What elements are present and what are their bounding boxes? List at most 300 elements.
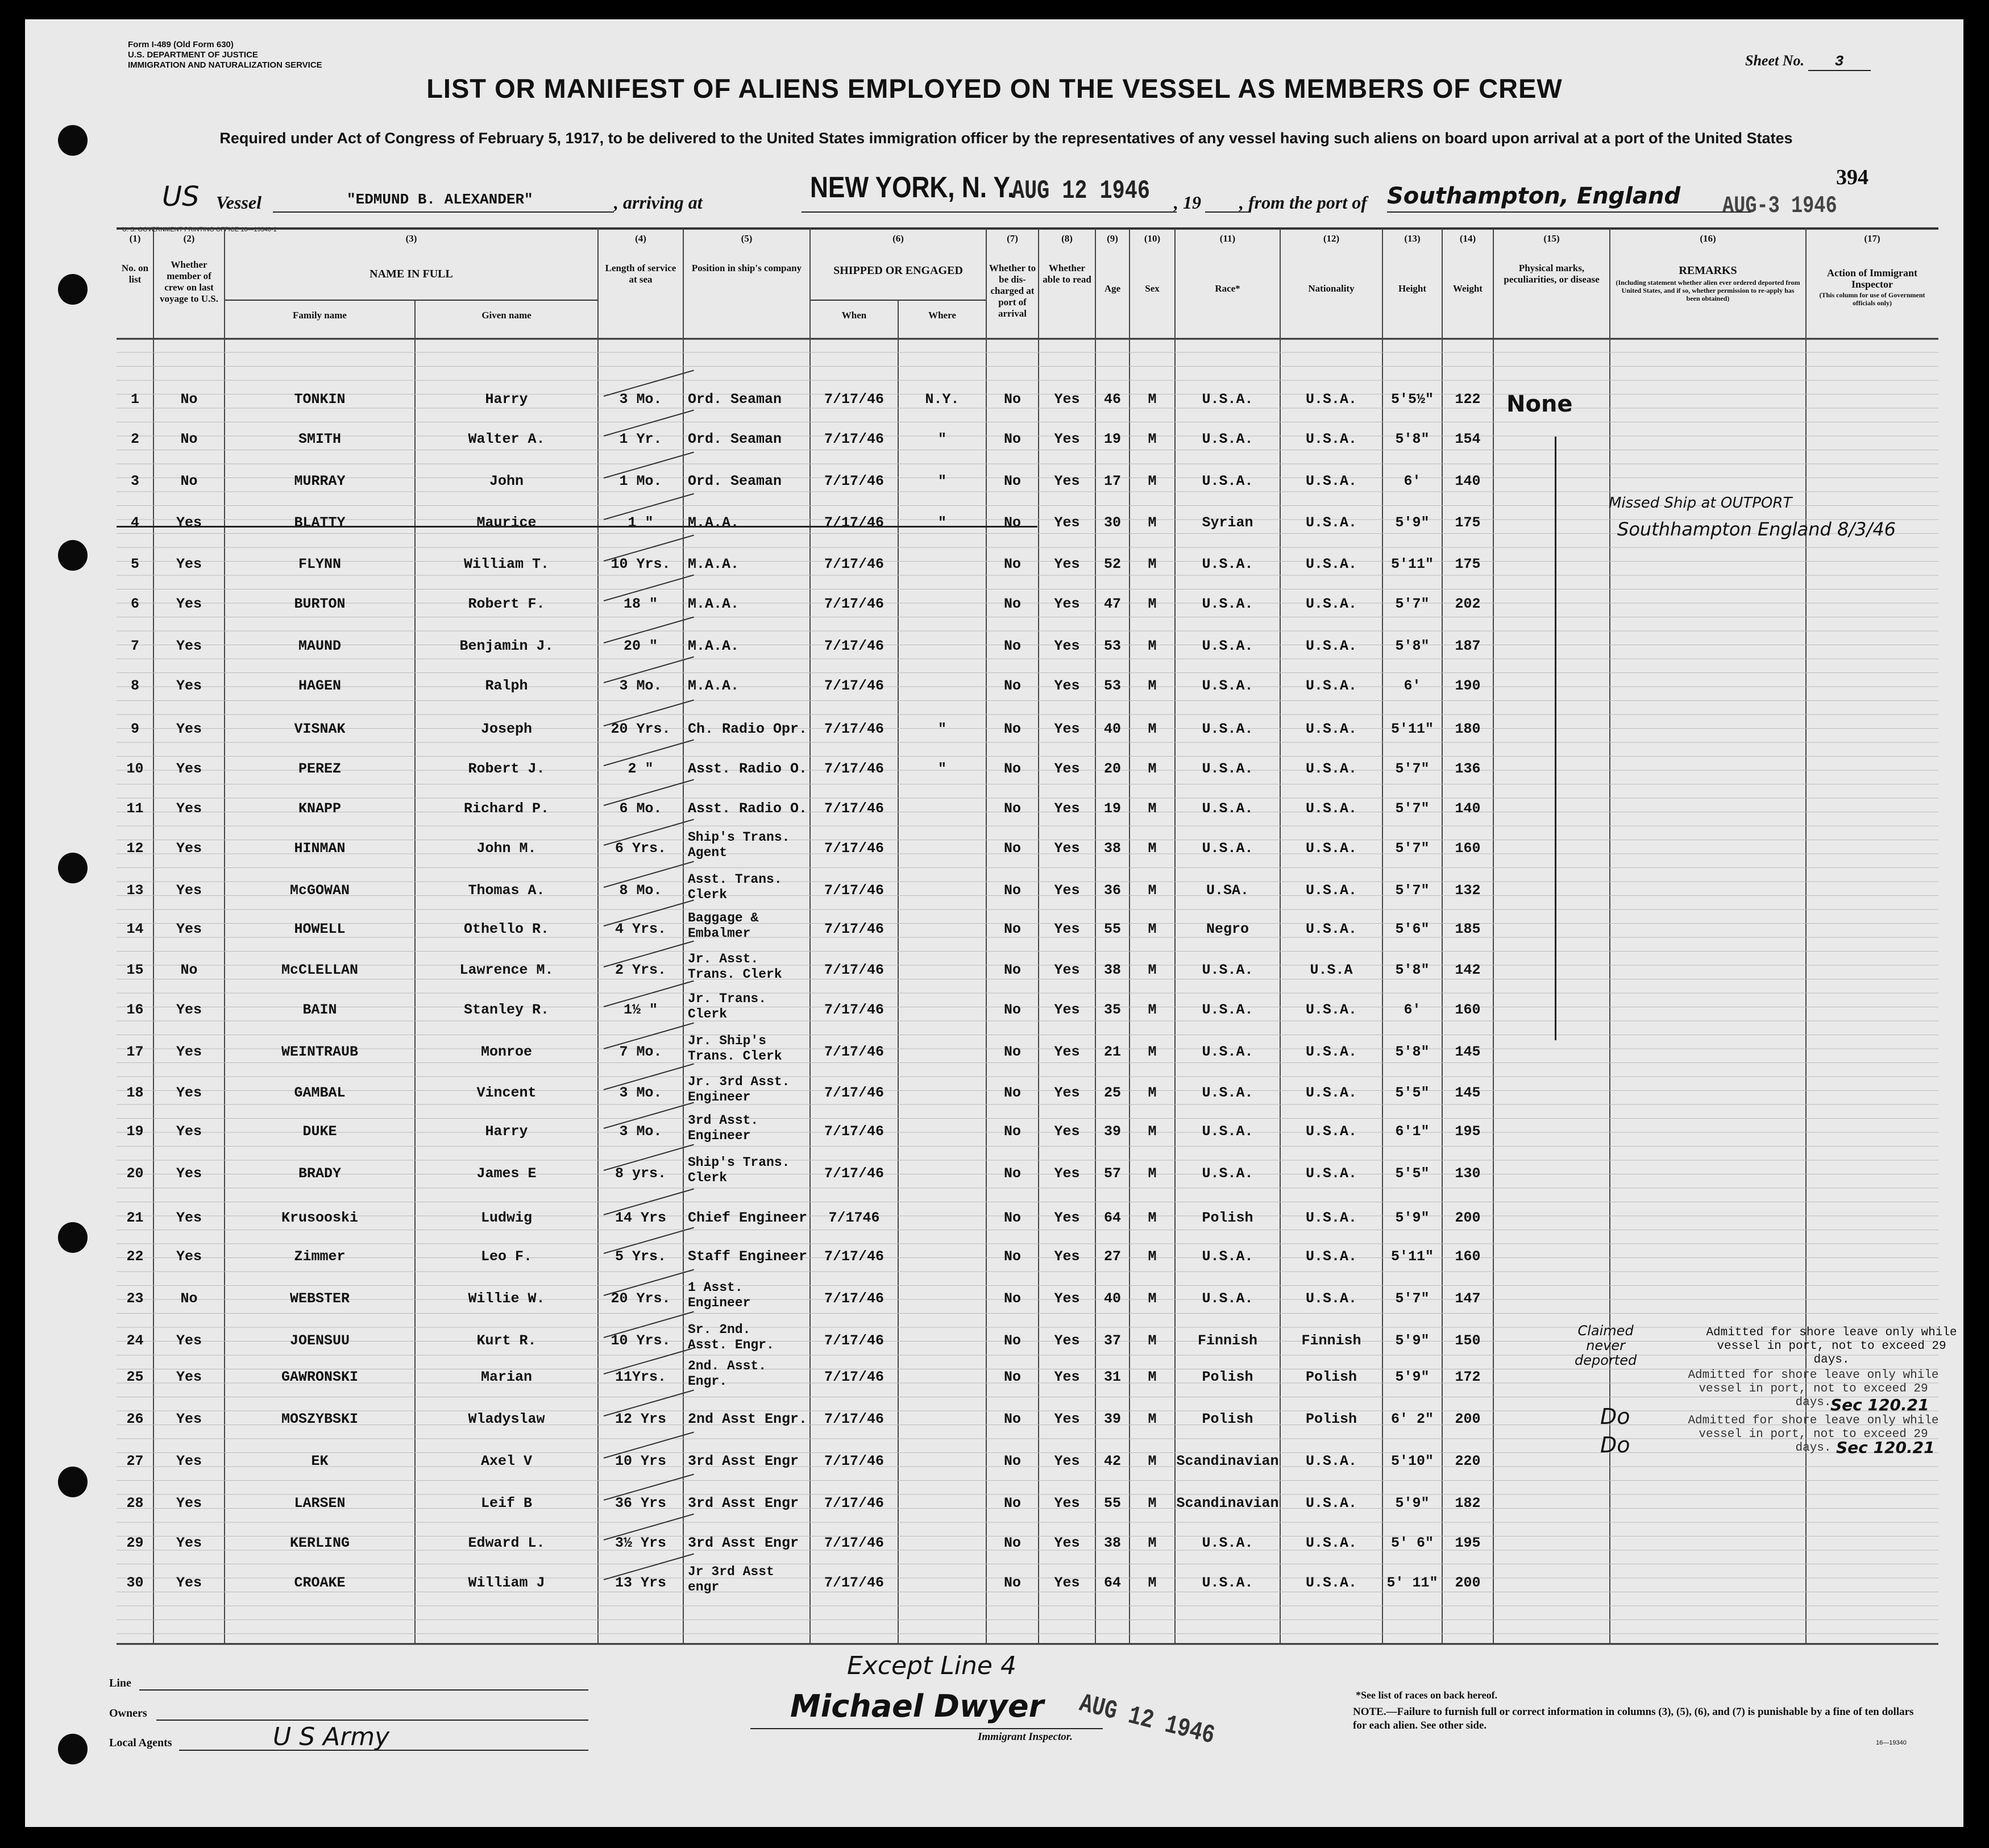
row-23-height: 5'7" xyxy=(1395,1290,1430,1307)
row-19-position: Engineer xyxy=(688,1128,751,1143)
row-3-height: 6' xyxy=(1403,473,1421,489)
row-5-weight: 175 xyxy=(1455,556,1481,572)
row-25-service: 11Yrs. xyxy=(614,1369,666,1385)
row-16-service: 1½ " xyxy=(623,1002,658,1018)
row-21-family: Krusooski xyxy=(281,1210,359,1226)
row-22-age: 27 xyxy=(1103,1248,1121,1265)
row-7-race: U.S.A. xyxy=(1202,638,1253,654)
row-23-race: U.S.A. xyxy=(1202,1290,1253,1307)
row-30-given: William J xyxy=(468,1575,545,1591)
inspector-signature: Michael Dwyer xyxy=(790,1688,1044,1724)
row-12-race: U.S.A. xyxy=(1202,840,1253,857)
header-nat: Nationality xyxy=(1308,283,1355,294)
row-12-when: 7/17/46 xyxy=(824,840,885,857)
signature-underline xyxy=(750,1728,1103,1729)
penalty-note-text: NOTE.—Failure to furnish full or correct information in columns (3), (5), (6), and (7) is punishable by a fine of ten dollars for each alien. See other side. xyxy=(1353,1706,1914,1731)
row-29-last: Yes xyxy=(176,1535,202,1551)
row-23-position: Engineer xyxy=(688,1295,751,1310)
row-18-disch: No xyxy=(1003,1085,1021,1101)
row-14-race: Negro xyxy=(1206,921,1249,937)
row-24-when: 7/17/46 xyxy=(824,1332,885,1349)
row-10-sex: M xyxy=(1148,761,1157,777)
remark-ditto-25: Do xyxy=(1600,1404,1630,1429)
row-21-when: 7/1746 xyxy=(828,1210,880,1226)
physical-none-note: None xyxy=(1506,391,1573,417)
row-1-when: 7/17/46 xyxy=(824,391,885,408)
service-name: IMMIGRATION AND NATURALIZATION SERVICE xyxy=(128,60,322,70)
row-30-service: 13 Yrs xyxy=(614,1575,666,1591)
row-14-given: Othello R. xyxy=(463,921,550,937)
row-9-position: Ch. Radio Opr. xyxy=(688,721,808,737)
row-13-race: U.SA. xyxy=(1206,882,1249,899)
row-8-age: 53 xyxy=(1103,678,1121,694)
row-8-read: Yes xyxy=(1054,678,1080,694)
row-9-height: 5'11" xyxy=(1390,721,1434,737)
row-10-where: " xyxy=(937,761,946,777)
row-25-when: 7/17/46 xyxy=(824,1369,885,1385)
row-6-last: Yes xyxy=(176,596,202,612)
header-read: Whether able to read xyxy=(1043,263,1091,285)
row-15-height: 5'8" xyxy=(1395,962,1430,978)
row-19-nat: U.S.A. xyxy=(1305,1123,1357,1140)
row-25-nat: Polish xyxy=(1305,1369,1357,1385)
row-16-sex: M xyxy=(1148,1002,1157,1018)
remark-claimed xyxy=(1575,1323,1637,1368)
row-18-service: 3 Mo. xyxy=(619,1085,662,1101)
row-3-no: 3 xyxy=(130,473,139,489)
row-7-last: Yes xyxy=(176,638,202,654)
row-20-given: James E xyxy=(476,1165,537,1182)
action-header: Action of Immigrant Inspector xyxy=(1827,267,1917,290)
row-18-last: Yes xyxy=(176,1085,202,1101)
row-12-nat: U.S.A. xyxy=(1305,840,1357,857)
row-7-read: Yes xyxy=(1054,638,1080,654)
row-5-position: M.A.A. xyxy=(688,556,740,572)
row-3-last: No xyxy=(180,473,198,489)
row-27-service: 10 Yrs xyxy=(614,1453,666,1469)
row-14-family: HOWELL xyxy=(294,921,346,937)
row-8-weight: 190 xyxy=(1455,678,1481,694)
row-28-weight: 182 xyxy=(1455,1495,1481,1511)
footer-agents-label: Local Agents xyxy=(109,1737,172,1749)
row-18-when: 7/17/46 xyxy=(824,1085,885,1101)
footer-agents-underline xyxy=(179,1750,588,1751)
row-27-read: Yes xyxy=(1054,1453,1080,1469)
row-13-sex: M xyxy=(1148,882,1157,899)
row-16-age: 35 xyxy=(1103,1002,1121,1018)
row-1-race: U.S.A. xyxy=(1202,391,1253,408)
row-12-height: 5'7" xyxy=(1395,840,1430,857)
row-17-when: 7/17/46 xyxy=(824,1044,885,1060)
row-7-disch: No xyxy=(1003,638,1021,654)
row-23-service: 20 Yrs. xyxy=(611,1290,671,1307)
row-27-age: 42 xyxy=(1103,1453,1121,1469)
row-19-weight: 195 xyxy=(1455,1123,1481,1140)
row-19-read: Yes xyxy=(1054,1123,1080,1140)
row-1-given: Harry xyxy=(485,391,528,408)
row-9-weight: 180 xyxy=(1455,721,1481,737)
row-9-last: Yes xyxy=(176,721,202,737)
row-26-last: Yes xyxy=(176,1411,202,1427)
row-23-last: No xyxy=(180,1290,198,1307)
row-3-family: MURRAY xyxy=(294,473,346,489)
row-29-sex: M xyxy=(1148,1535,1157,1551)
penalty-note xyxy=(1353,1705,1921,1733)
punch-hole xyxy=(58,125,88,156)
header-when: When xyxy=(841,310,867,321)
column-number: (11) xyxy=(1219,233,1236,244)
remarks-header: REMARKS xyxy=(1679,264,1737,277)
row-16-family: BAIN xyxy=(302,1002,337,1018)
row-22-given: Leo F. xyxy=(480,1248,532,1265)
row-24-disch: No xyxy=(1003,1332,1021,1349)
row-1-family: TONKIN xyxy=(294,391,346,408)
row-4-sex: M xyxy=(1148,514,1157,531)
row-26-when: 7/17/46 xyxy=(824,1411,885,1427)
row-23-when: 7/17/46 xyxy=(824,1290,885,1307)
row-20-nat: U.S.A. xyxy=(1305,1165,1357,1182)
row-10-given: Robert J. xyxy=(468,761,545,777)
row-17-last: Yes xyxy=(176,1044,202,1060)
row-24-height: 5'9" xyxy=(1395,1332,1430,1349)
row-22-nat: U.S.A. xyxy=(1305,1248,1357,1265)
row-9-nat: U.S.A. xyxy=(1305,721,1357,737)
row-24-age: 37 xyxy=(1103,1332,1121,1349)
row-19-last: Yes xyxy=(176,1123,202,1140)
row-30-disch: No xyxy=(1003,1575,1021,1591)
row-19-age: 39 xyxy=(1103,1123,1121,1140)
row-18-sex: M xyxy=(1148,1085,1157,1101)
row-26-family: MOSZYBSKI xyxy=(281,1411,359,1427)
row-11-read: Yes xyxy=(1054,800,1080,817)
row-1-sex: M xyxy=(1148,391,1157,408)
row-25-given: Marian xyxy=(480,1369,532,1385)
row-6-given: Robert F. xyxy=(468,596,545,612)
row-22-weight: 160 xyxy=(1455,1248,1481,1265)
row-13-disch: No xyxy=(1003,882,1021,899)
row-4-height: 5'9" xyxy=(1395,514,1430,531)
row-6-position: M.A.A. xyxy=(688,596,740,612)
page-stamp-number: 394 xyxy=(1836,165,1868,189)
sheet-number xyxy=(1745,52,1871,71)
arriving-port: NEW YORK, N. Y. xyxy=(810,171,1015,204)
row-27-race: Scandinavian xyxy=(1176,1453,1279,1469)
footer-owners-underline xyxy=(156,1720,588,1721)
row-13-when: 7/17/46 xyxy=(824,882,885,899)
row-14-no: 14 xyxy=(126,921,144,937)
row-30-position: engr xyxy=(688,1580,720,1594)
row-11-service: 6 Mo. xyxy=(619,800,662,817)
row-24-sex: M xyxy=(1148,1332,1157,1349)
row-7-height: 5'8" xyxy=(1395,638,1430,654)
row-20-weight: 130 xyxy=(1455,1165,1481,1182)
row-25-read: Yes xyxy=(1054,1369,1080,1385)
row-30-family: CROAKE xyxy=(294,1575,346,1591)
row-17-position: Jr. Ship's xyxy=(688,1033,767,1048)
row-8-disch: No xyxy=(1003,678,1021,694)
row-5-read: Yes xyxy=(1054,556,1080,572)
row-10-no: 10 xyxy=(126,761,144,777)
row-4-family: BLATTY xyxy=(294,514,346,531)
remarks-subheader: (Including statement whether alien ever ordered deported from United States, and if so, whether permission to re-apply has been obtained) xyxy=(1616,279,1800,302)
row-24-given: Kurt R. xyxy=(476,1332,537,1349)
row-12-last: Yes xyxy=(176,840,202,857)
row-7-age: 53 xyxy=(1103,638,1121,654)
row-2-no: 2 xyxy=(130,431,139,447)
row-10-read: Yes xyxy=(1054,761,1080,777)
row-30-position: Jr 3rd Asst xyxy=(688,1564,774,1579)
printer-line: U. S. GOVERNMENT PRINTING OFFICE 16—19340-1 xyxy=(122,226,277,233)
row-18-age: 25 xyxy=(1103,1085,1121,1101)
row-8-nat: U.S.A. xyxy=(1305,678,1357,694)
row-9-family: VISNAK xyxy=(294,721,346,737)
footer-line-label: Line xyxy=(109,1677,131,1689)
remark-missed-ship: Missed Ship at OUTPORT xyxy=(1609,495,1792,512)
row-29-family: KERLING xyxy=(289,1535,350,1551)
row-7-position: M.A.A. xyxy=(688,638,740,654)
row-25-age: 31 xyxy=(1103,1369,1121,1385)
row-17-family: WEINTRAUB xyxy=(281,1044,359,1060)
department-name: U.S. DEPARTMENT OF JUSTICE xyxy=(128,50,258,60)
row-18-nat: U.S.A. xyxy=(1305,1085,1357,1101)
row-26-race: Polish xyxy=(1202,1411,1253,1427)
row-9-age: 40 xyxy=(1103,721,1121,737)
row-17-nat: U.S.A. xyxy=(1305,1044,1357,1060)
action-note-24: Admitted for shore leave only while vessel in port, not to exceed 29 days. xyxy=(1706,1326,1957,1367)
row-15-sex: M xyxy=(1148,962,1157,978)
row-6-age: 47 xyxy=(1103,596,1121,612)
row-21-height: 5'9" xyxy=(1395,1210,1430,1226)
row-1-nat: U.S.A. xyxy=(1305,391,1357,408)
row-17-service: 7 Mo. xyxy=(619,1044,662,1060)
row-20-service: 8 yrs. xyxy=(614,1165,666,1182)
from-label: , from the port of xyxy=(1239,192,1367,213)
row-1-height: 5'5½" xyxy=(1390,391,1434,408)
row-10-weight: 136 xyxy=(1455,761,1481,777)
row-22-no: 22 xyxy=(126,1248,144,1265)
row-27-nat: U.S.A. xyxy=(1305,1453,1357,1469)
row-10-age: 20 xyxy=(1103,761,1121,777)
row-14-last: Yes xyxy=(176,921,202,937)
row-8-when: 7/17/46 xyxy=(824,678,885,694)
shipped-engaged-header: SHIPPED OR ENGAGED xyxy=(833,264,963,277)
row-2-nat: U.S.A. xyxy=(1305,431,1357,447)
row-5-service: 10 Yrs. xyxy=(611,556,671,572)
row-21-no: 21 xyxy=(126,1210,144,1226)
arrival-date-stamp: AUG 12 1946 xyxy=(1012,176,1150,206)
row-27-height: 5'10" xyxy=(1390,1453,1434,1469)
row-9-when: 7/17/46 xyxy=(824,721,885,737)
row-26-read: Yes xyxy=(1054,1411,1080,1427)
row-6-height: 5'7" xyxy=(1395,596,1430,612)
row-12-given: John M. xyxy=(476,840,537,857)
from-underline xyxy=(1387,211,1751,213)
row-5-race: U.S.A. xyxy=(1202,556,1253,572)
row-18-race: U.S.A. xyxy=(1202,1085,1253,1101)
row-8-height: 6' xyxy=(1403,678,1421,694)
row-15-last: No xyxy=(180,962,198,978)
row-2-position: Ord. Seaman xyxy=(688,431,782,447)
row-22-read: Yes xyxy=(1054,1248,1080,1265)
row-6-nat: U.S.A. xyxy=(1305,596,1357,612)
column-number: (17) xyxy=(1864,233,1880,244)
row-25-position: Engr. xyxy=(688,1374,728,1389)
row-28-when: 7/17/46 xyxy=(824,1495,885,1511)
row-27-sex: M xyxy=(1148,1453,1157,1469)
row-11-disch: No xyxy=(1003,800,1021,817)
row-29-race: U.S.A. xyxy=(1202,1535,1253,1551)
row-11-weight: 140 xyxy=(1455,800,1481,817)
row-16-no: 16 xyxy=(126,1002,144,1018)
row-14-disch: No xyxy=(1003,921,1021,937)
header-disch: Whether to be dis-charged at port of arrival xyxy=(989,263,1036,319)
row-19-position: 3rd Asst. xyxy=(688,1113,759,1128)
form-number: Form I-489 (Old Form 630) xyxy=(128,40,234,49)
row-6-read: Yes xyxy=(1054,596,1080,612)
row-7-when: 7/17/46 xyxy=(824,638,885,654)
row-3-when: 7/17/46 xyxy=(824,473,885,489)
column-number: (14) xyxy=(1459,233,1476,244)
row-29-read: Yes xyxy=(1054,1535,1080,1551)
footer-date-stamp: AUG 12 1946 xyxy=(1076,1688,1218,1751)
row-1-last: No xyxy=(180,391,198,408)
row-16-weight: 160 xyxy=(1455,1002,1481,1018)
row-23-sex: M xyxy=(1148,1290,1157,1307)
punch-hole xyxy=(58,540,88,571)
row-17-position: Trans. Clerk xyxy=(688,1049,782,1064)
row-22-sex: M xyxy=(1148,1248,1157,1265)
action-section-26: Sec 120.21 xyxy=(1836,1438,1935,1457)
row-11-given: Richard P. xyxy=(463,800,550,817)
punch-hole xyxy=(58,853,88,883)
row-4-race: Syrian xyxy=(1202,514,1253,531)
manifest-title: LIST OR MANIFEST OF ALIENS EMPLOYED ON THE VESSEL AS MEMBERS OF CREW xyxy=(426,73,1563,103)
row-7-no: 7 xyxy=(130,638,139,654)
row-25-no: 25 xyxy=(126,1369,144,1385)
vessel-name: "EDMUND B. ALEXANDER" xyxy=(347,191,533,208)
row-21-sex: M xyxy=(1148,1210,1157,1226)
row-8-race: U.S.A. xyxy=(1202,678,1253,694)
row-10-when: 7/17/46 xyxy=(824,761,885,777)
row-1-age: 46 xyxy=(1103,391,1121,408)
row-16-race: U.S.A. xyxy=(1202,1002,1253,1018)
row-3-sex: M xyxy=(1148,473,1157,489)
footer-line-underline xyxy=(139,1689,588,1691)
row-6-when: 7/17/46 xyxy=(824,596,885,612)
row-4-age: 30 xyxy=(1103,514,1121,531)
row-9-no: 9 xyxy=(130,721,139,737)
row-28-age: 55 xyxy=(1103,1495,1121,1511)
row-22-disch: No xyxy=(1003,1248,1021,1265)
row-29-disch: No xyxy=(1003,1535,1021,1551)
header-no: No. on list xyxy=(121,263,149,285)
row-27-position: 3rd Asst Engr xyxy=(688,1453,799,1469)
row-21-read: Yes xyxy=(1054,1210,1080,1226)
physical-ditto-line xyxy=(1555,437,1556,1040)
row-27-last: Yes xyxy=(176,1453,202,1469)
row-5-nat: U.S.A. xyxy=(1305,556,1357,572)
row-24-service: 10 Yrs. xyxy=(611,1332,671,1349)
row-21-last: Yes xyxy=(176,1210,202,1226)
row-30-read: Yes xyxy=(1054,1575,1080,1591)
row-10-service: 2 " xyxy=(628,761,654,777)
row-12-position: Ship's Trans. xyxy=(688,830,790,845)
row-15-service: 2 Yrs. xyxy=(614,962,666,978)
row-26-weight: 200 xyxy=(1455,1411,1481,1427)
row-15-position: Jr. Asst. xyxy=(688,952,759,966)
row-9-given: Joseph xyxy=(480,721,532,737)
manifest-subtitle: Required under Act of Congress of February 5, 1917, to be delivered to the United States immigration officer by the representatives of any vessel having such aliens on board upon arrival at a port of the United States xyxy=(219,130,1793,147)
row-20-read: Yes xyxy=(1054,1165,1080,1182)
row-20-position: Clerk xyxy=(688,1170,728,1185)
action-subheader: (This column for use of Government officials only) xyxy=(1819,291,1925,307)
row-15-nat: U.S.A xyxy=(1310,962,1353,978)
row-24-read: Yes xyxy=(1054,1332,1080,1349)
row-15-family: McCLELLAN xyxy=(281,962,359,978)
row-24-race: Finnish xyxy=(1197,1332,1258,1349)
row-8-service: 3 Mo. xyxy=(619,678,662,694)
row-6-race: U.S.A. xyxy=(1202,596,1253,612)
row-1-no: 1 xyxy=(130,391,139,408)
header-sex: Sex xyxy=(1145,283,1160,294)
row-12-sex: M xyxy=(1148,840,1157,857)
row-6-sex: M xyxy=(1148,596,1157,612)
column-number: (15) xyxy=(1543,233,1560,244)
header-where: Where xyxy=(928,310,956,321)
row-2-given: Walter A. xyxy=(468,431,545,447)
row-15-weight: 142 xyxy=(1455,962,1481,978)
row-15-position: Trans. Clerk xyxy=(688,967,782,982)
column-number: (6) xyxy=(892,233,904,244)
row-22-when: 7/17/46 xyxy=(824,1248,885,1265)
remark-southampton: Southhampton England 8/3/46 xyxy=(1617,518,1896,540)
column-number: (13) xyxy=(1404,233,1421,244)
row-23-age: 40 xyxy=(1103,1290,1121,1307)
row-19-height: 6'1" xyxy=(1395,1123,1430,1140)
row-15-race: U.S.A. xyxy=(1202,962,1253,978)
row-23-disch: No xyxy=(1003,1290,1021,1307)
action-note-26: Admitted for shore leave only while vessel in port, not to exceed 29 days. xyxy=(1688,1414,1939,1455)
punch-hole xyxy=(58,1734,88,1764)
row-25-family: GAWRONSKI xyxy=(281,1369,359,1385)
row-12-service: 6 Yrs. xyxy=(614,840,666,857)
row-18-position: Engineer xyxy=(688,1090,751,1104)
row-28-disch: No xyxy=(1003,1495,1021,1511)
row-18-height: 5'5" xyxy=(1395,1085,1430,1101)
row-28-service: 36 Yrs xyxy=(614,1495,666,1511)
row-30-race: U.S.A. xyxy=(1202,1575,1253,1591)
row-20-race: U.S.A. xyxy=(1202,1165,1253,1182)
row-24-weight: 150 xyxy=(1455,1332,1481,1349)
column-number: (10) xyxy=(1144,233,1161,244)
row-4-when: 7/17/46 xyxy=(824,514,885,531)
row-22-position: Staff Engineer xyxy=(688,1248,808,1265)
row-3-where: " xyxy=(937,473,946,489)
row-23-family: WEBSTER xyxy=(289,1290,350,1307)
row-17-weight: 145 xyxy=(1455,1044,1481,1060)
row-28-sex: M xyxy=(1148,1495,1157,1511)
row-10-position: Asst. Radio O. xyxy=(688,761,808,777)
row-15-when: 7/17/46 xyxy=(824,962,885,978)
row-19-race: U.S.A. xyxy=(1202,1123,1253,1140)
row-21-weight: 200 xyxy=(1455,1210,1481,1226)
footer-owners-label: Owners xyxy=(109,1707,147,1720)
row-7-service: 20 " xyxy=(623,638,658,654)
row-2-height: 5'8" xyxy=(1395,431,1430,447)
row-21-position: Chief Engineer xyxy=(688,1210,808,1226)
row-25-sex: M xyxy=(1148,1369,1157,1385)
row-4-disch: No xyxy=(1003,514,1021,531)
